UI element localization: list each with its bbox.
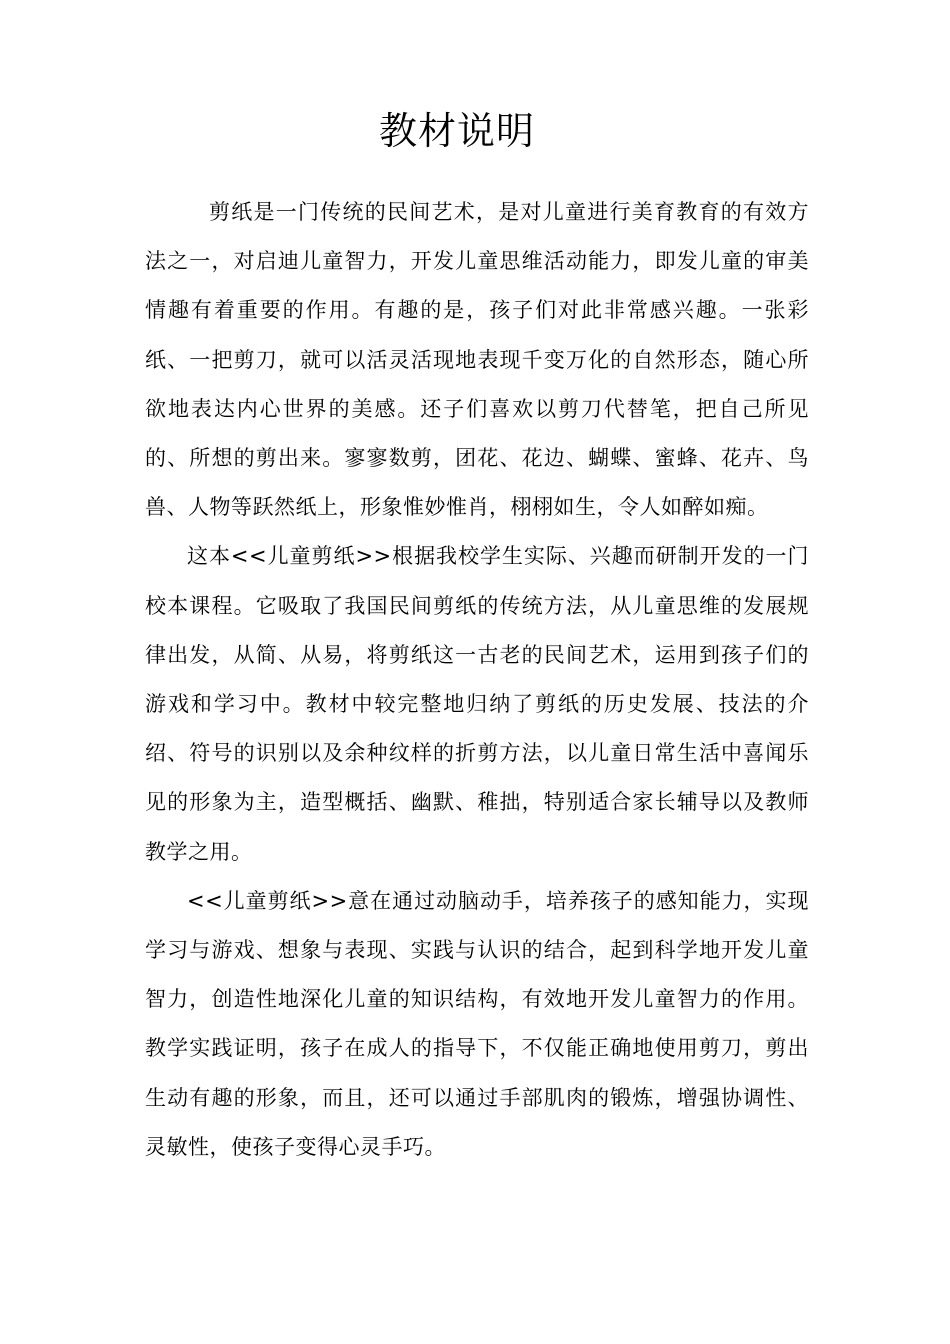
document-body: [145, 188, 809, 1172]
paragraph-purpose: <<儿童剪纸>>意在通过动脑动手，培养孩子的感知能力，实现学习与游戏、想象与表现、实践与认识的结合，起到科学地开发儿童智力，创造性地深化儿童的知识结构，有效地开发儿童智力的作用。教学实践证明，孩子在成人的指导下，不仅能正确地使用剪刀，剪出生动有趣的形象，而且，还可以通过手部肌肉的锻炼，增强协调性、灵敏性，使孩子变得心灵手巧。: [145, 888, 809, 1159]
paragraph-intro: 剪纸是一门传统的民间艺术，是对儿童进行美育教育的有效方法之一，对启迪儿童智力，开发儿童思维活动能力，即发儿童的审美情趣有着重要的作用。有趣的是，孩子们对此非常感兴趣。一张彩纸、一把剪刀，就可以活灵活现地表现千变万化的自然形态，随心所欲地表达内心世界的美感。还子们喜欢以剪刀代替笔，把自己所见的、所想的剪出来。寥寥数剪，团花、花边、蝴蝶、蜜蜂、花卉、鸟兽、人物等跃然纸上，形象惟妙惟肖，栩栩如生，令人如醉如痴。: [145, 200, 809, 520]
paragraph-course: 这本<<儿童剪纸>>根据我校学生实际、兴趣而研制开发的一门校本课程。它吸取了我国民间剪纸的传统方法，从儿童思维的发展规律出发，从简、从易，将剪纸这一古老的民间艺术，运用到孩子们的游戏和学习中。教材中较完整地归纳了剪纸的历史发展、技法的介绍、符号的识别以及余种纹样的折剪方法，以儿童日常生活中喜闻乐见的形象为主，造型概括、幽默、稚拙，特别适合家长辅导以及教师教学之用。: [145, 544, 809, 864]
page-title: 教材说明: [378, 109, 535, 153]
